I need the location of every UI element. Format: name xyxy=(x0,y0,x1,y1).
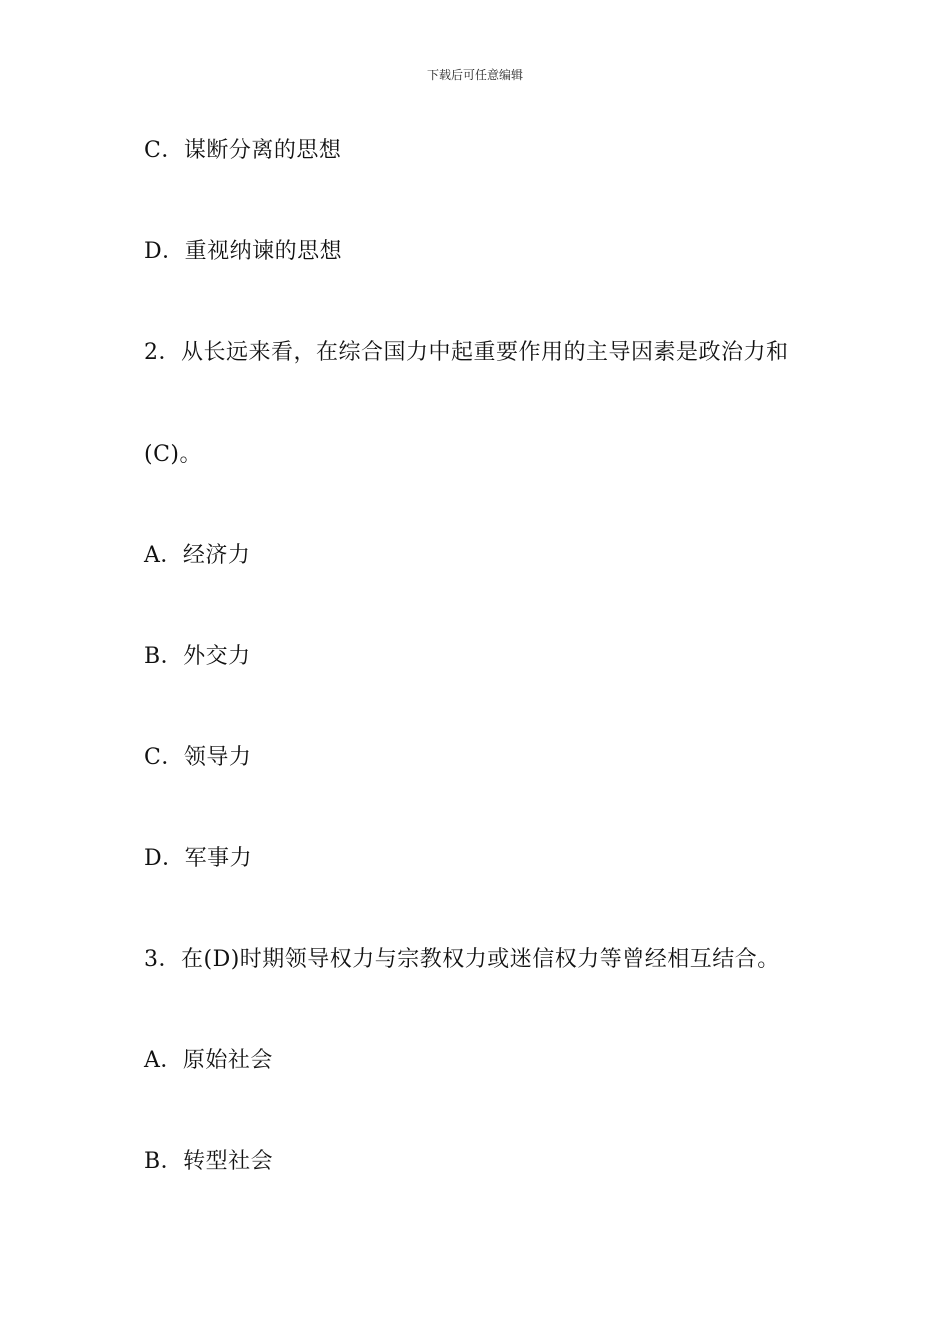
page-header: 下载后可任意编辑 xyxy=(426,68,523,82)
option-b-q2: B．外交力 xyxy=(144,644,251,669)
question-3-text: 3．在(D)时期领导权力与宗教权力或迷信权力等曾经相互结合。 xyxy=(144,947,780,972)
question-2-answer: (C)。 xyxy=(144,442,202,467)
option-d-q1: D．重视纳谏的思想 xyxy=(144,239,343,264)
option-d-q2: D．军事力 xyxy=(144,846,253,871)
option-a-q2: A．经济力 xyxy=(144,543,251,568)
question-2-text: 2．从长远来看，在综合国力中起重要作用的主导因素是政治力和 xyxy=(144,340,789,365)
option-c-q2: C．领导力 xyxy=(144,745,252,770)
option-b-q3: B．转型社会 xyxy=(144,1149,274,1174)
option-c-q1: C．谋断分离的思想 xyxy=(144,138,342,163)
option-a-q3: A．原始社会 xyxy=(144,1048,273,1073)
